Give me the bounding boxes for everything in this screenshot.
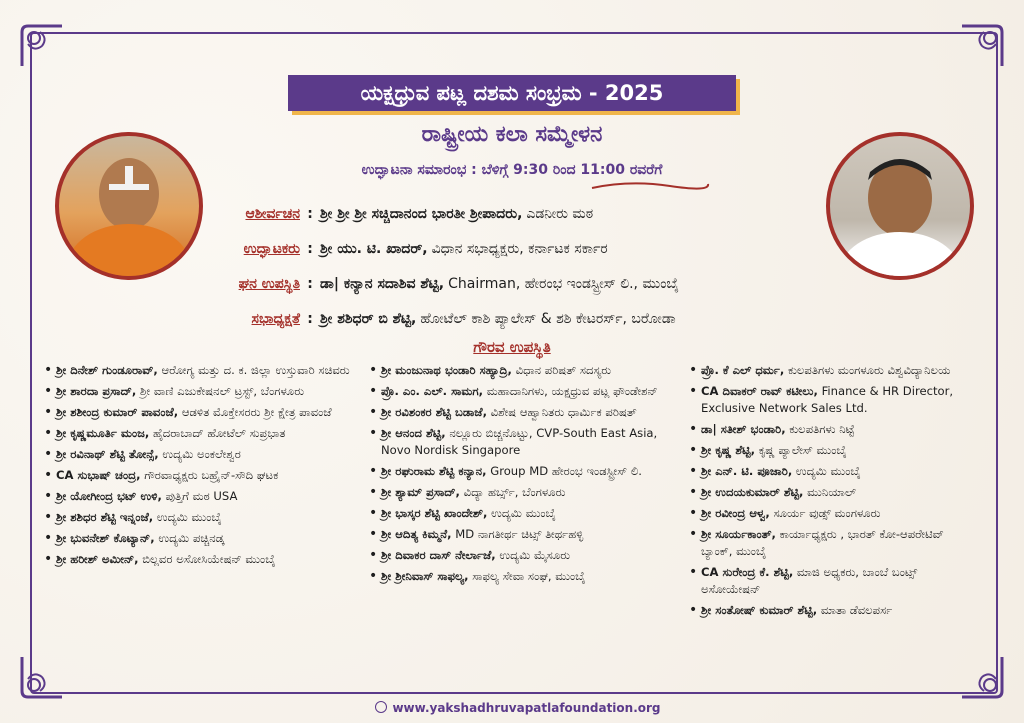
list-item xyxy=(701,442,977,459)
guest-detail: ಉದ್ಯಮಿ ಮುಂಬೈ xyxy=(795,464,861,478)
guest-detail: ಮಹಾದಾನಿಗಳು, ಯಕ್ಷಧ್ರುವ ಪಟ್ಲ ಫೌಂಡೇಶನ್ xyxy=(486,384,658,398)
list-item xyxy=(56,404,362,421)
guest-column-3 xyxy=(687,362,977,623)
guest-detail: ಪುತ್ತಿಗೆ ಮಠ USA xyxy=(165,489,238,503)
guest-detail: ಕುಲಪತಿಗಳು ನಿಟ್ಟೆ xyxy=(789,422,855,436)
dignitaries-list xyxy=(200,206,820,346)
guest-detail: ಶ್ರೀ ವಾಣಿ ಎಜುಕೇಷನಲ್ ಟ್ರಸ್ಟ್, ಬೆಂಗಳೂರು xyxy=(139,384,305,398)
colon-separator: : xyxy=(307,311,313,327)
guest-detail: ಉದ್ಯಮಿ ಅಂಕಲೇಶ್ವರ xyxy=(162,447,241,461)
list-item xyxy=(701,526,977,560)
guest-detail: Group MD ಹೇರಂಭ ಇಂಡಸ್ಟ್ರೀಸ್ ಲಿ. xyxy=(490,464,642,478)
dignitary-role: ಸಭಾಧ್ಯಕ್ಷತೆ xyxy=(251,311,300,327)
list-item xyxy=(381,425,687,459)
event-title-banner: ಯಕ್ಷಧ್ರುವ ಪಟ್ಲ ದಶಮ ಸಂಭ್ರಮ - 2025 xyxy=(288,75,736,111)
colon-separator: : xyxy=(307,241,313,257)
guest-detail: ಹೈದರಾಬಾದ್ ಹೋಟೆಲ್ ಸುಪ್ರಭಾತ xyxy=(153,426,286,440)
guest-name: ಶ್ರೀ ಯೋಗೀಂದ್ರ ಭಟ್ ಉಳಿ, xyxy=(56,489,162,503)
guest-detail: ಉದ್ಯಮಿ ಮುಂಬೈ xyxy=(491,506,556,520)
list-item xyxy=(381,484,687,501)
guest-detail: ಉದ್ಯಮಿ ಪಚ್ಚಿನಡ್ಕ xyxy=(158,531,225,545)
guest-name: CA ದಿವಾಕರ್ ರಾವ್ ಕಟೀಲು, xyxy=(701,384,818,398)
guest-name: ಶ್ರೀ ರವಿನಾಥ್ ಶೆಟ್ಟಿ ತೋನ್ಸೆ, xyxy=(56,447,159,461)
list-item xyxy=(381,383,687,400)
list-item xyxy=(381,547,687,564)
list-item xyxy=(381,404,687,421)
dignitary-name: ಶ್ರೀ ಶಶಿಧರ್ ಬಿ ಶೆಟ್ಟಿ, xyxy=(320,311,417,327)
guest-name: ಶ್ರೀ ಭುವನೇಶ್ ಕೊಟ್ಯಾನ್, xyxy=(56,531,155,545)
guest-detail: ಕೃಷ್ಣ ಪ್ಯಾಲೇಸ್ ಮುಂಬೈ xyxy=(758,443,847,457)
corner-ornament-icon xyxy=(958,22,1006,70)
guest-name: CA ಸುಭಾಷ್ ಚಂದ್ರ, xyxy=(56,468,141,482)
guest-name: ಶ್ರೀ ಭಾಸ್ಕರ ಶೆಟ್ಟಿ ಖಾಂದೇಶ್, xyxy=(381,506,488,520)
list-item xyxy=(56,530,362,547)
guest-name: ಶ್ರೀ ಮಂಜುನಾಥ ಭಂಡಾರಿ ಸಹ್ಯಾದ್ರಿ, xyxy=(381,363,512,377)
guest-name: ಶ್ರೀ ಕೃಷ್ಣಮೂರ್ತಿ ಮಂಜ, xyxy=(56,426,150,440)
dignitary-name: ಡಾ| ಕನ್ಯಾನ ಸದಾಶಿವ ಶೆಟ್ಟಿ, xyxy=(320,276,445,292)
list-item xyxy=(701,505,977,522)
guest-name: ಶ್ರೀ ದಿವಾಕರ ದಾಸ್ ನೇರ್ಲಾಜೆ, xyxy=(381,548,496,562)
list-item xyxy=(701,602,977,619)
list-item xyxy=(56,488,362,505)
guest-name: ಶ್ರೀ ಸೂರ್ಯಕಾಂತ್, xyxy=(701,527,776,541)
inauguration-timing: ಉದ್ಘಾಟನಾ ಸಮಾರಂಭ : ಬೆಳಿಗ್ಗೆ 9:30 ರಿಂದ 11:00 ರವರೆಗೆ xyxy=(361,162,663,178)
dignitary-role: ಘನ ಉಪಸ್ಥಿತಿ xyxy=(238,276,300,292)
list-item xyxy=(701,564,977,598)
guest-name: ಶ್ರೀ ಶಶೀಂದ್ರ ಕುಮಾರ್ ಪಾವಂಜೆ, xyxy=(56,405,179,419)
guest-detail: Finance & HR Director, Exclusive Network Sales Ltd. xyxy=(701,384,954,415)
guest-name: ಡಾ| ಸತೀಶ್ ಭಂಡಾರಿ, xyxy=(701,422,786,436)
guest-name: ಪ್ರೊ. ಎಂ. ಎಲ್. ಸಾಮಗ, xyxy=(381,384,484,398)
list-item xyxy=(56,362,362,379)
guest-column-2 xyxy=(367,362,687,589)
website-footer[interactable] xyxy=(368,701,668,715)
guest-name: ಶ್ರೀ ದಿನೇಶ್ ಗುಂಡೂರಾವ್, xyxy=(56,363,158,377)
guest-name: ಶ್ರೀ ಉದಯಕುಮಾರ್ ಶೆಟ್ಟಿ, xyxy=(701,485,804,499)
guest-detail: ಮುನಿಯಾಲ್ xyxy=(807,485,857,499)
list-item xyxy=(381,505,687,522)
dignitary-name: ಶ್ರೀ ಶ್ರೀ ಶ್ರೀ ಸಚ್ಚಿದಾನಂದ ಭಾರತೀ ಶ್ರೀಪಾದರು, xyxy=(320,206,523,222)
dignitary-detail: Chairman, ಹೇರಂಭ ಇಂಡಸ್ಟ್ರೀಸ್ ಲಿ., ಮುಂಬೈ xyxy=(448,276,679,292)
guest-detail: ವಿದ್ಯಾ ಹರ್ಬ್ಸ್, ಬೆಂಗಳೂರು xyxy=(463,485,566,499)
guest-detail: ನಲ್ಲೂರು ಬಿಚ್ಚನೊಟ್ಟು, CVP-South East Asia, Novo Nordisk Singapore xyxy=(381,426,658,457)
guest-name: ಶ್ರೀ ಎನ್. ಟಿ. ಪೂಜಾರಿ, xyxy=(701,464,793,478)
corner-ornament-icon xyxy=(18,22,66,70)
guest-portrait xyxy=(826,132,974,280)
guest-detail: ಆರೋಗ್ಯ ಮತ್ತು ದ. ಕ. ಜಿಲ್ಲಾ ಉಸ್ತುವಾರಿ ಸಚಿವರು xyxy=(161,363,350,377)
guest-name: ಶ್ರೀ ಶಾರದಾ ಪ್ರಸಾದ್, xyxy=(56,384,137,398)
colon-separator: : xyxy=(307,206,313,222)
list-item xyxy=(381,568,687,585)
guest-detail: ಸಾಫಲ್ಯ ಸೇವಾ ಸಂಘ, ಮುಂಬೈ xyxy=(472,569,586,583)
guest-detail: ಗೌರವಾಧ್ಯಕ್ಷರು ಬಹ್ರೈನ್-ಸೌದಿ ಘಟಕ xyxy=(144,468,279,482)
list-item xyxy=(56,446,362,463)
list-item xyxy=(701,484,977,501)
website-link[interactable]: www.yakshadhruvapatlafoundation.org xyxy=(392,701,661,715)
guest-name: ಶ್ರೀ ಶ್ರೀನಿವಾಸ್ ಸಾಫಲ್ಯ, xyxy=(381,569,469,583)
list-item xyxy=(701,362,977,379)
dignitary-detail: ವಿಧಾನ ಸಭಾಧ್ಯಕ್ಷರು, ಕರ್ನಾಟಕ ಸರ್ಕಾರ xyxy=(431,241,608,257)
guest-name: ಪ್ರೊ. ಕೆ ಎಲ್ ಧರ್ಮ, xyxy=(701,363,785,377)
guest-name: ಶ್ರೀ ಸಂತೋಷ್ ಕುಮಾರ್ ಶೆಟ್ಟಿ, xyxy=(701,603,818,617)
dignitary-row xyxy=(200,206,820,241)
list-item xyxy=(701,421,977,438)
dignitary-role: ಆಶೀರ್ವಚನ xyxy=(245,206,300,222)
list-item xyxy=(701,463,977,480)
guest-name: ಶ್ರೀ ಆನಂದ ಶೆಟ್ಟಿ, xyxy=(381,426,446,440)
guest-name: ಶ್ರೀ ಹರೀಶ್ ಅಮೀನ್, xyxy=(56,552,139,566)
dignitary-detail: ಹೋಟೆಲ್ ಕಾಶಿ ಪ್ಯಾಲೇಸ್ & ಶಶಿ ಕೇಟರರ್ಸ್, ಬರೋಡಾ xyxy=(420,311,676,327)
list-item xyxy=(56,509,362,526)
list-item xyxy=(56,551,362,568)
guest-detail: ವಿಶೇಷ ಆಹ್ವಾನಿತರು ಧಾರ್ಮಿಕ ಪರಿಷತ್ xyxy=(490,405,637,419)
guest-detail: ಬಿಲ್ಲವರ ಅಸೋಸಿಯೇಷನ್ ಮುಂಬೈ xyxy=(142,552,276,566)
dignitary-detail: ಎಡನೀರು ಮಠ xyxy=(526,206,594,222)
guest-name: ಶ್ರೀ ಆದಿತ್ಯ ಕಿಮ್ಮನೆ, xyxy=(381,527,452,541)
guest-name: ಶ್ರೀ ರವೀಂದ್ರ ಆಳ್ವ, xyxy=(701,506,770,520)
guest-name: ಶ್ರೀ ರಘುರಾಮ ಶೆಟ್ಟಿ ಕನ್ಯಾನ, xyxy=(381,464,487,478)
guest-detail: ವಿಧಾನ ಪರಿಷತ್ ಸದಸ್ಯರು xyxy=(515,363,612,377)
guest-detail: MD ನಾಗತೀರ್ಥ ಚಿಟ್ಸ್ ತೀರ್ಥಹಳ್ಳಿ xyxy=(455,527,584,541)
guest-detail: ಮಾಜಿ ಅಧ್ಯಕರು, ಬಾಂಬೆ ಬಂಟ್ಸ್ ಅಸೋಯೇಷನ್ xyxy=(701,565,918,596)
guest-detail: ಉದ್ಯಮಿ ಮೈಸೂರು xyxy=(499,548,571,562)
list-item xyxy=(56,425,362,442)
seer-portrait xyxy=(55,132,203,280)
guest-name: ಶ್ರೀ ಶ್ಯಾಮ್ ಪ್ರಸಾದ್, xyxy=(381,485,460,499)
guest-column-1 xyxy=(42,362,362,572)
guest-detail: ಆಡಳಿತ ಮೊಕ್ತೇಸರರು ಶ್ರೀ ಕ್ಷೇತ್ರ ಪಾವಂಜೆ xyxy=(181,405,332,419)
honour-section-title: ಗೌರವ ಉಪಸ್ಥಿತಿ xyxy=(473,338,551,356)
guest-detail: ಮಾತಾ ಡೆವಲಪರ್ಸ xyxy=(820,603,893,617)
underline-swirl-icon xyxy=(590,178,710,194)
dignitary-name: ಶ್ರೀ ಯು. ಟಿ. ಖಾದರ್, xyxy=(320,241,428,257)
dignitary-role: ಉದ್ಘಾಟಕರು xyxy=(243,241,300,257)
corner-ornament-icon xyxy=(958,653,1006,701)
list-item xyxy=(56,383,362,400)
guest-name: ಶ್ರೀ ಕೃಷ್ಣ ಶೆಟ್ಟಿ, xyxy=(701,443,755,457)
guest-name: CA ಸುರೇಂದ್ರ ಕೆ. ಶೆಟ್ಟಿ, xyxy=(701,565,794,579)
colon-separator: : xyxy=(307,276,313,292)
guest-name: ಶ್ರೀ ಶಶಿಧರ ಶೆಟ್ಟಿ ಇನ್ನಂಜೆ, xyxy=(56,510,154,524)
dignitary-row xyxy=(200,241,820,276)
guest-detail: ಉದ್ಯಮಿ ಮುಂಬೈ xyxy=(156,510,222,524)
guest-detail: ಕುಲಪತಿಗಳು ಮಂಗಳೂರು ವಿಶ್ವವಿದ್ಯಾನಿಲಯ xyxy=(787,363,951,377)
guest-detail: ಸೂರ್ಯ ವುಡ್ಸ್ ಮಂಗಳೂರು xyxy=(773,506,881,520)
globe-icon xyxy=(375,701,387,713)
guest-name: ಶ್ರೀ ರವಿಶಂಕರ ಶೆಟ್ಟಿ ಬಡಾಜೆ, xyxy=(381,405,487,419)
guest-detail: ಕಾರ್ಯಾಧ್ಯಕ್ಷರು , ಭಾರತ್ ಕೋ-ಆಪರೇಟಿವ್ ಬ್ಯಾಂಕ್, ಮುಂಬೈ xyxy=(701,527,944,558)
list-item xyxy=(701,383,977,417)
list-item xyxy=(381,463,687,480)
list-item xyxy=(381,362,687,379)
corner-ornament-icon xyxy=(18,653,66,701)
dignitary-row xyxy=(200,276,820,311)
list-item xyxy=(381,526,687,543)
list-item xyxy=(56,467,362,484)
event-subtitle: ರಾಷ್ಟ್ರೀಯ ಕಲಾ ಸಮ್ಮೇಳನ xyxy=(421,122,603,147)
